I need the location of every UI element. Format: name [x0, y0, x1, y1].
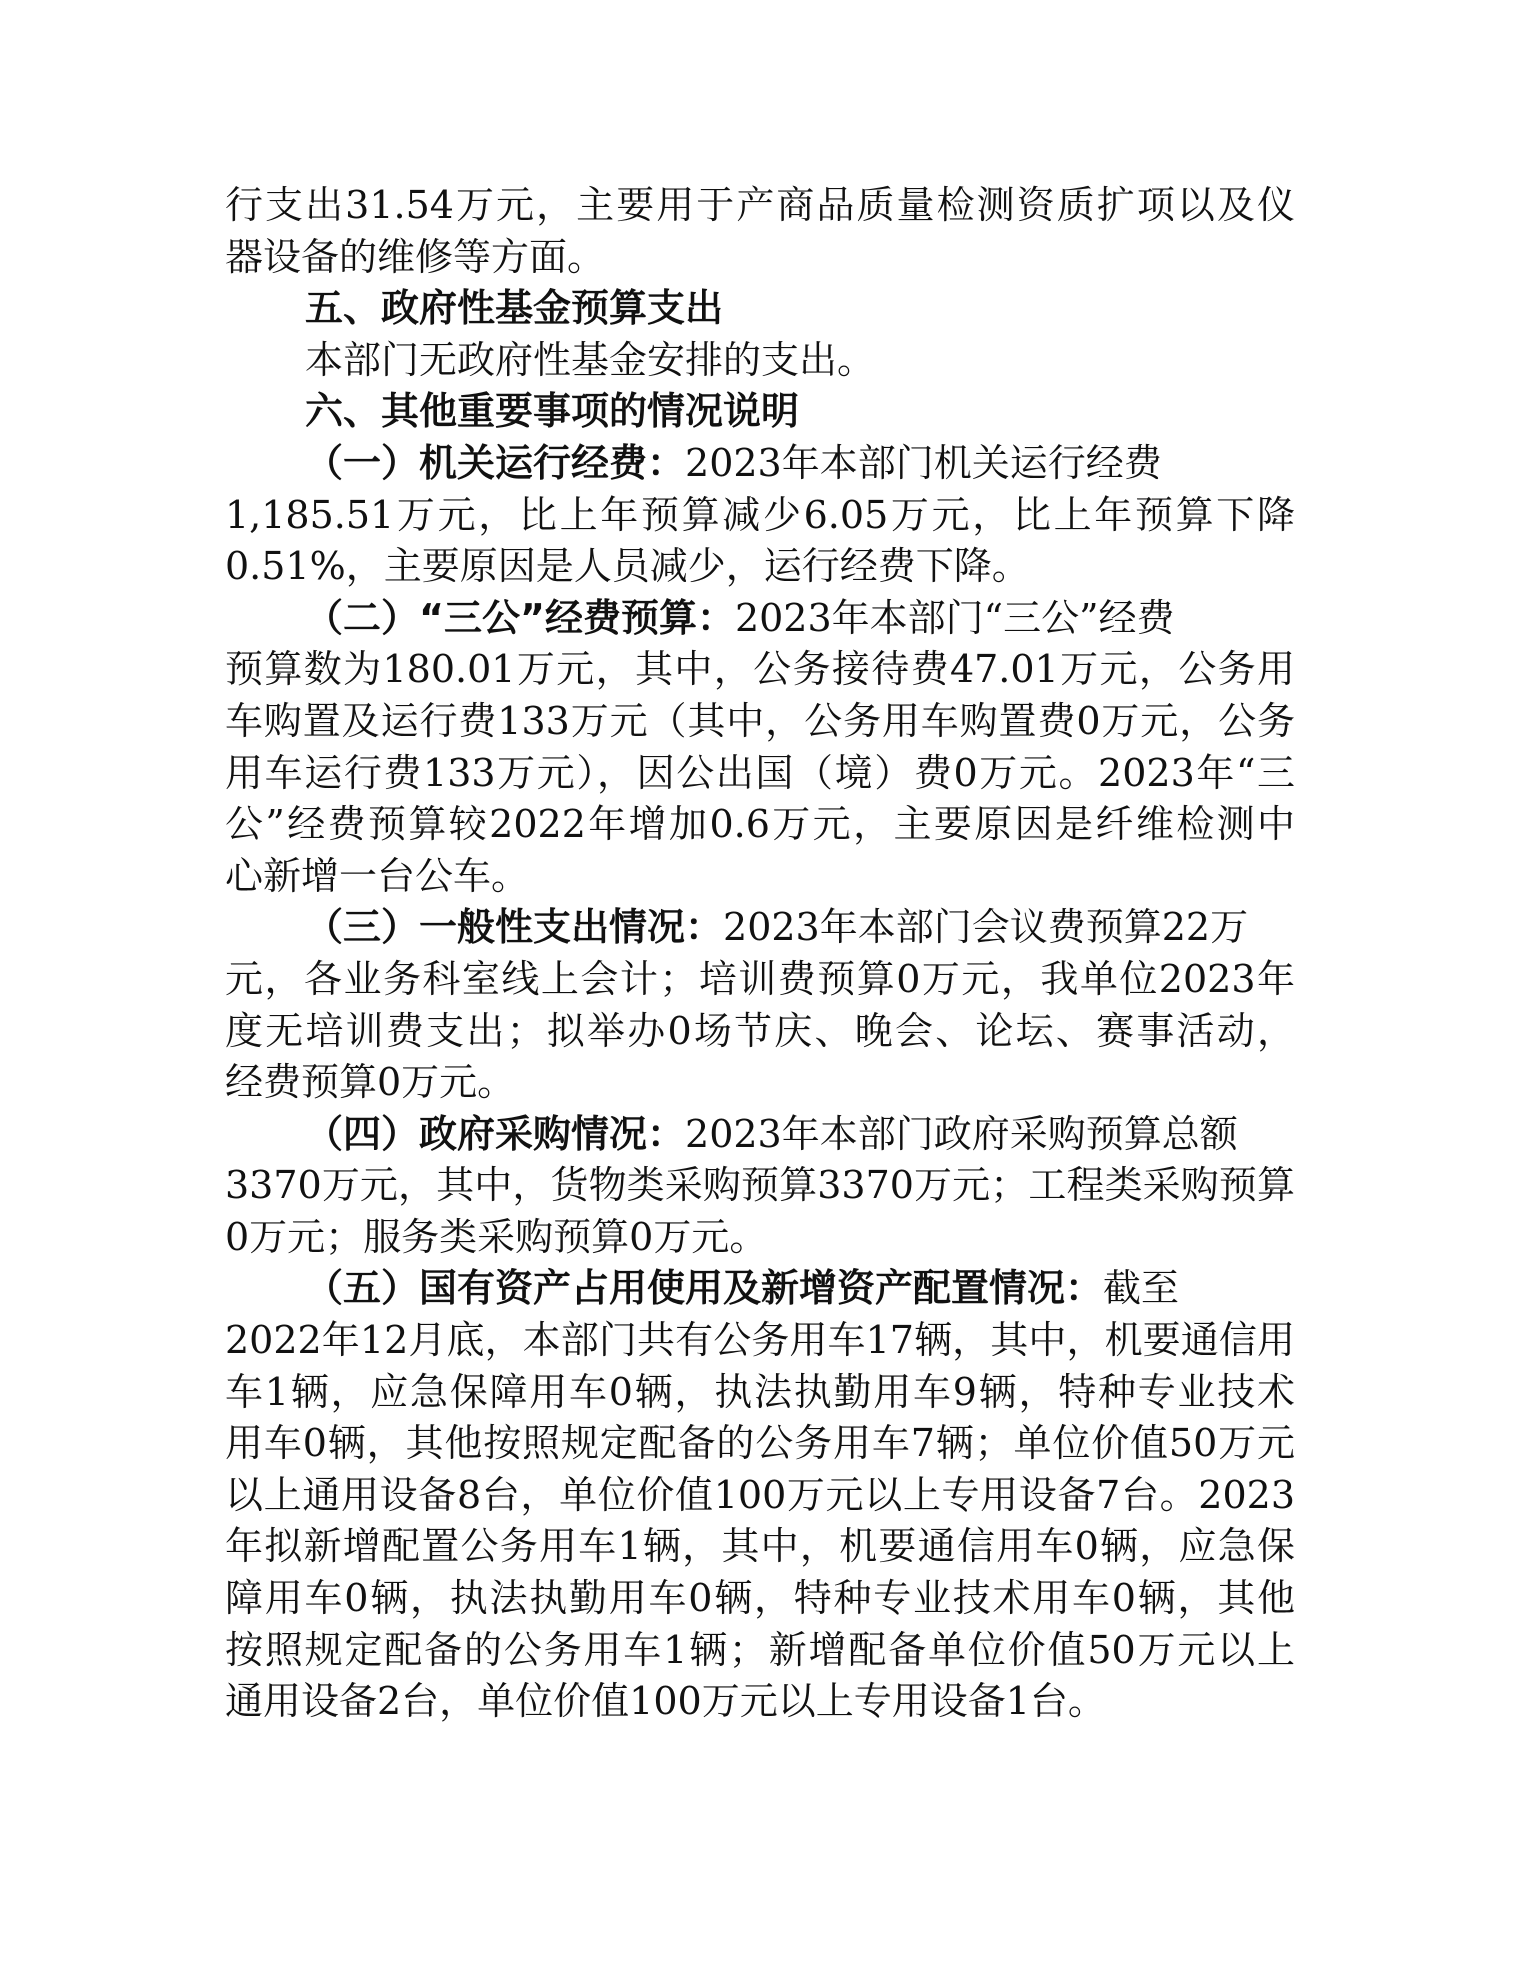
- text-run: 2023年本部门政府采购预算总额: [685, 1111, 1238, 1156]
- text-line: 2022年12月底，本部门共有公务用车17辆，其中，机要通信用: [225, 1318, 1295, 1363]
- subsection-title: （一）机关运行经费：: [305, 440, 686, 485]
- text-line: 公”经费预算较2022年增加0.6万元，主要原因是纤维检测中: [225, 802, 1295, 847]
- text-line: 1,185.51万元，比上年预算减少6.05万元，比上年预算下降: [225, 492, 1295, 537]
- text-line: 本部门无政府性基金安排的支出。: [305, 337, 876, 382]
- text-line: 元，各业务科室线上会计；培训费预算0万元，我单位2023年: [225, 956, 1295, 1001]
- paragraph-first-line: [225, 1109, 1295, 1161]
- section-heading-5: 五、政府性基金预算支出: [305, 286, 724, 331]
- text-line: 以上通用设备8台，单位价值100万元以上专用设备7台。2023: [225, 1472, 1295, 1517]
- text-line: 经费预算0万元。: [225, 1060, 516, 1105]
- text-line: 心新增一台公车。: [225, 853, 530, 898]
- subsection-title: （四）政府采购情况：: [305, 1111, 686, 1156]
- text-line: 3370万元，其中，货物类采购预算3370万元；工程类采购预算: [225, 1163, 1295, 1208]
- text-line: 通用设备2台，单位价值100万元以上专用设备1台。: [225, 1679, 1106, 1724]
- text-run: 2023年本部门“三公”经费: [734, 595, 1175, 640]
- paragraph-first-line: [225, 593, 1295, 645]
- document-page: [225, 180, 1295, 1728]
- text-line: 0万元；服务类采购预算0万元。: [225, 1214, 768, 1259]
- subsection-title: （五）国有资产占用使用及新增资产配置情况：: [305, 1266, 1104, 1311]
- text-run: 2023年本部门会议费预算22万: [723, 905, 1249, 950]
- text-line: 车1辆，应急保障用车0辆，执法执勤用车9辆，特种专业技术: [225, 1369, 1295, 1414]
- subsection-title: （三）一般性支出情况：: [305, 905, 724, 950]
- paragraph-first-line: [225, 1263, 1295, 1315]
- subsection-title: （二）“三公”经费预算：: [305, 595, 735, 640]
- text-line: 用车运行费133万元），因公出国（境）费0万元。2023年“三: [225, 750, 1295, 795]
- text-run: 2023年本部门机关运行经费: [685, 440, 1162, 485]
- paragraph-first-line: [225, 902, 1295, 954]
- text-line: 行支出31.54万元，主要用于产商品质量检测资质扩项以及仪: [225, 183, 1295, 227]
- text-line: 器设备的维修等方面。: [225, 234, 606, 279]
- text-line: 年拟新增配置公务用车1辆，其中，机要通信用车0辆，应急保: [225, 1524, 1295, 1569]
- section-heading-6: 六、其他重要事项的情况说明: [305, 389, 800, 434]
- text-line: 0.51%，主要原因是人员减少，运行经费下降。: [225, 544, 1030, 589]
- text-line: 度无培训费支出；拟举办0场节庆、晚会、论坛、赛事活动，: [225, 1008, 1295, 1053]
- paragraph-first-line: [225, 438, 1295, 490]
- text-line: 预算数为180.01万元，其中，公务接待费47.01万元，公务用: [225, 647, 1295, 692]
- text-line: 障用车0辆，执法执勤用车0辆，特种专业技术用车0辆，其他: [225, 1576, 1295, 1621]
- text-run: 截至: [1103, 1266, 1180, 1311]
- text-line: 用车0辆，其他按照规定配备的公务用车7辆；单位价值50万元: [225, 1421, 1295, 1466]
- text-line: 车购置及运行费133万元（其中，公务用车购置费0万元，公务: [225, 698, 1295, 743]
- text-line: 按照规定配备的公务用车1辆；新增配备单位价值50万元以上: [225, 1627, 1295, 1672]
